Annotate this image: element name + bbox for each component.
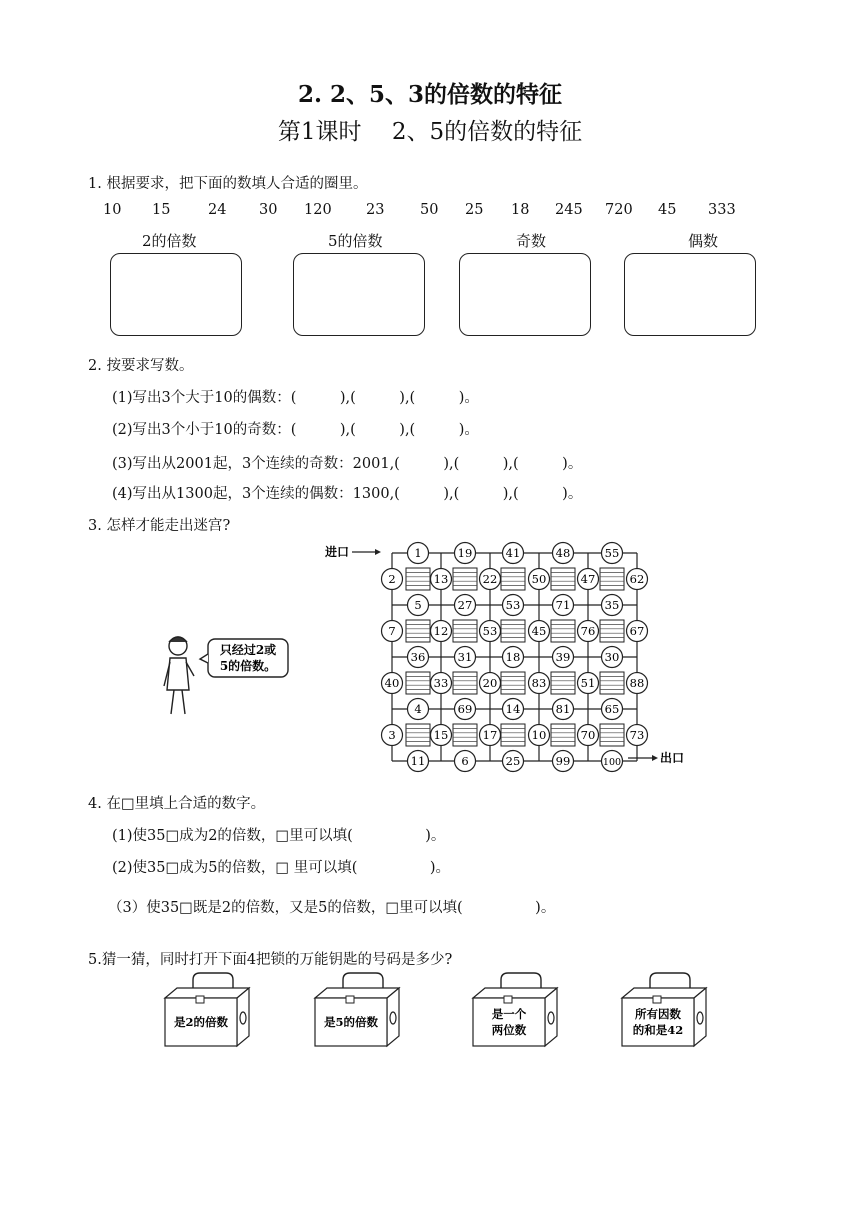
- lock-label: 所有因数: [635, 1007, 681, 1021]
- q4-item: (1)使35□成为2的倍数，□里可以填( )。: [112, 828, 446, 844]
- maze-wall: [551, 672, 575, 694]
- maze-node: [578, 725, 599, 746]
- maze-node-number: 31: [457, 650, 473, 664]
- maze-wall: [501, 620, 525, 642]
- maze-wall: [600, 724, 624, 746]
- maze-node: [503, 647, 524, 668]
- maze-node: [627, 621, 648, 642]
- lock-label: 是一个: [491, 1007, 527, 1021]
- maze-node-number: 51: [580, 676, 596, 690]
- maze-node-number: 71: [555, 598, 571, 612]
- lock-label: 两位数: [491, 1023, 527, 1037]
- maze-node-number: 36: [410, 650, 426, 664]
- maze-node: [408, 543, 429, 564]
- maze-wall: [600, 568, 624, 590]
- maze-node: [455, 595, 476, 616]
- speech-line: 只经过2或: [219, 643, 277, 657]
- maze-node: [382, 673, 403, 694]
- maze-node-number: 50: [531, 572, 547, 586]
- maze-wall: [453, 568, 477, 590]
- maze-node-number: 33: [433, 676, 449, 690]
- maze-node: [431, 673, 452, 694]
- maze-node-number: 45: [531, 624, 547, 638]
- number-item: 10: [103, 202, 122, 218]
- maze-wall: [551, 724, 575, 746]
- maze-figure: [150, 536, 730, 776]
- maze-node: [408, 647, 429, 668]
- maze-wall: [406, 724, 430, 746]
- maze-node: [480, 673, 501, 694]
- maze-node-number: 19: [457, 546, 473, 560]
- maze-node-number: 4: [414, 702, 422, 716]
- maze-node: [382, 725, 403, 746]
- maze-node-number: 30: [604, 650, 620, 664]
- maze-wall: [453, 724, 477, 746]
- maze-node-number: 47: [580, 572, 596, 586]
- maze-node: [529, 569, 550, 590]
- maze-node: [503, 595, 524, 616]
- q2-item: (4)写出从1300起，3个连续的偶数：1300,( ),( ),( )。: [112, 486, 583, 502]
- q2-item: (3)写出从2001起，3个连续的奇数：2001,( ),( ),( )。: [112, 456, 583, 472]
- maze-wall: [551, 620, 575, 642]
- maze-node-number: 53: [505, 598, 521, 612]
- maze-node-number: 65: [604, 702, 620, 716]
- maze-node: [529, 673, 550, 694]
- maze-node: [408, 595, 429, 616]
- maze-node: [553, 543, 574, 564]
- maze-node: [602, 647, 623, 668]
- lock-label: 是5的倍数: [323, 1015, 379, 1029]
- box-label-multiple-of-5: 5的倍数: [328, 232, 383, 250]
- maze-node-number: 83: [531, 676, 547, 690]
- maze-node: [503, 543, 524, 564]
- maze-node: [382, 569, 403, 590]
- maze-node: [602, 751, 623, 772]
- number-item: 50: [420, 202, 439, 218]
- maze-node: [455, 647, 476, 668]
- q2-item: (2)写出3个小于10的奇数：( ),( ),( )。: [112, 422, 479, 438]
- student-figure: [164, 637, 194, 714]
- maze-wall: [453, 620, 477, 642]
- exit-label: 出口: [660, 751, 685, 765]
- maze-node: [480, 725, 501, 746]
- maze-node: [578, 569, 599, 590]
- maze-node: [578, 673, 599, 694]
- locks-figure: [150, 970, 730, 1050]
- maze-node-number: 3: [388, 728, 396, 742]
- box-label-even: 偶数: [688, 232, 719, 250]
- lock-box: [315, 973, 399, 1046]
- maze-node-number: 73: [629, 728, 645, 742]
- maze-node-number: 12: [433, 624, 449, 638]
- maze-node-number: 27: [457, 598, 473, 612]
- maze-node: [529, 621, 550, 642]
- maze-node-number: 22: [482, 572, 498, 586]
- maze-node: [480, 569, 501, 590]
- maze-node: [553, 647, 574, 668]
- maze-node-number: 53: [482, 624, 498, 638]
- maze-node-number: 99: [555, 754, 571, 768]
- number-item: 45: [658, 202, 677, 218]
- number-item: 30: [259, 202, 278, 218]
- maze-node: [578, 621, 599, 642]
- maze-node: [627, 725, 648, 746]
- number-item: 720: [605, 202, 633, 218]
- maze-node: [431, 725, 452, 746]
- answer-box-multiple-of-2[interactable]: [110, 253, 242, 336]
- number-item: 18: [511, 202, 530, 218]
- speech-bubble: [200, 639, 288, 677]
- number-item: 15: [152, 202, 171, 218]
- number-item: 25: [465, 202, 484, 218]
- maze-wall: [600, 620, 624, 642]
- maze-node: [529, 725, 550, 746]
- speech-line: 5的倍数。: [219, 659, 277, 673]
- maze-node-number: 5: [414, 598, 422, 612]
- maze-node: [503, 751, 524, 772]
- maze-node-number: 39: [555, 650, 571, 664]
- number-item: 23: [366, 202, 385, 218]
- maze-node: [627, 673, 648, 694]
- lock-label: 的和是42: [632, 1023, 684, 1037]
- maze-node-number: 67: [629, 624, 645, 638]
- lock-box: [622, 973, 706, 1046]
- maze-node-number: 40: [384, 676, 400, 690]
- maze-wall: [406, 672, 430, 694]
- lesson-subtitle: 第1课时 2、5的倍数的特征: [277, 119, 583, 145]
- q2-item: (1)写出3个大于10的偶数：( ),( ),( )。: [112, 390, 479, 406]
- lock-label: 是2的倍数: [173, 1015, 229, 1029]
- maze-grid: [382, 543, 648, 772]
- maze-node-number: 2: [388, 572, 396, 586]
- answer-box-multiple-of-5[interactable]: [293, 253, 425, 336]
- maze-node: [627, 569, 648, 590]
- maze-node-number: 35: [604, 598, 620, 612]
- entrance-label: 进口: [325, 545, 350, 559]
- maze-wall: [406, 568, 430, 590]
- maze-node-number: 100: [602, 757, 622, 768]
- maze-node-number: 11: [410, 754, 426, 768]
- maze-node-number: 15: [433, 728, 449, 742]
- q3-text: 3. 怎样才能走出迷宫?: [88, 518, 231, 534]
- number-item: 120: [304, 202, 332, 218]
- lock-box: [473, 973, 557, 1046]
- maze-node-number: 18: [505, 650, 521, 664]
- maze-node-number: 70: [580, 728, 596, 742]
- maze-node-number: 25: [505, 754, 521, 768]
- answer-box-even[interactable]: [624, 253, 756, 336]
- maze-node-number: 14: [505, 702, 521, 716]
- number-item: 24: [208, 202, 227, 218]
- q4-item: （3）使35□既是2的倍数，又是5的倍数，□里可以填( )。: [108, 900, 556, 916]
- maze-node-number: 10: [531, 728, 547, 742]
- box-label-odd: 奇数: [516, 232, 547, 250]
- maze-node-number: 55: [604, 546, 620, 560]
- maze-node-number: 62: [629, 572, 645, 586]
- maze-node-number: 1: [414, 546, 422, 560]
- box-label-multiple-of-2: 2的倍数: [142, 232, 197, 250]
- maze-node: [503, 699, 524, 720]
- maze-wall: [406, 620, 430, 642]
- maze-node: [408, 699, 429, 720]
- maze-wall: [453, 672, 477, 694]
- lock-box: [165, 973, 249, 1046]
- q4-item: (2)使35□成为5的倍数，□ 里可以填( )。: [112, 860, 451, 876]
- maze-node: [455, 699, 476, 720]
- page-title: 2. 2、5、3的倍数的特征: [297, 81, 563, 108]
- maze-node-number: 41: [505, 546, 521, 560]
- maze-node-number: 88: [629, 676, 645, 690]
- maze-node: [480, 621, 501, 642]
- maze-node: [431, 621, 452, 642]
- maze-node-number: 20: [482, 676, 498, 690]
- maze-node-number: 7: [388, 624, 396, 638]
- maze-node-number: 69: [457, 702, 473, 716]
- number-item: 333: [708, 202, 736, 218]
- maze-wall: [551, 568, 575, 590]
- maze-node: [382, 621, 403, 642]
- maze-node: [431, 569, 452, 590]
- maze-node-number: 81: [555, 702, 571, 716]
- maze-wall: [501, 672, 525, 694]
- q5-text: 5.猜一猜，同时打开下面4把锁的万能钥匙的号码是多少?: [88, 952, 453, 968]
- maze-node: [455, 543, 476, 564]
- maze-node-number: 48: [555, 546, 571, 560]
- q2-text: 2. 按要求写数。: [88, 358, 194, 374]
- maze-node: [602, 543, 623, 564]
- maze-node-number: 13: [433, 572, 449, 586]
- maze-node: [553, 595, 574, 616]
- maze-node: [455, 751, 476, 772]
- maze-wall: [501, 568, 525, 590]
- maze-node: [408, 751, 429, 772]
- maze-node-number: 76: [580, 624, 596, 638]
- maze-node-number: 17: [482, 728, 498, 742]
- maze-node: [553, 699, 574, 720]
- q1-text: 1. 根据要求，把下面的数填人合适的圈里。: [88, 176, 368, 192]
- answer-box-odd[interactable]: [459, 253, 591, 336]
- maze-wall: [600, 672, 624, 694]
- maze-node-number: 6: [461, 754, 469, 768]
- number-item: 245: [555, 202, 583, 218]
- maze-node: [553, 751, 574, 772]
- maze-node: [602, 699, 623, 720]
- maze-wall: [501, 724, 525, 746]
- q4-text: 4. 在□里填上合适的数字。: [88, 796, 266, 812]
- maze-node: [602, 595, 623, 616]
